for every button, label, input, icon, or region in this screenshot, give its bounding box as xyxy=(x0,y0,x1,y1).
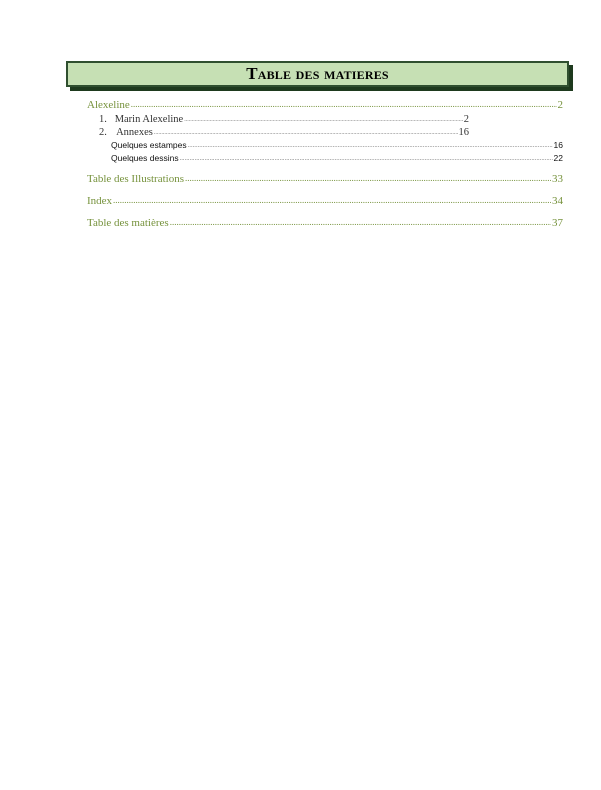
toc-title-box xyxy=(66,61,569,87)
toc-entry-quelques-estampes[interactable] xyxy=(87,139,563,152)
toc-entry-page: 2 xyxy=(463,114,469,125)
toc-entry-alexeline[interactable] xyxy=(87,98,563,113)
toc-entry-label: Table des Illustrations xyxy=(87,173,184,185)
dot-leader xyxy=(170,216,551,230)
spacer xyxy=(87,187,563,194)
spacer xyxy=(87,209,563,216)
toc-entry-page: 22 xyxy=(553,153,563,163)
toc-entry-number: 1. xyxy=(99,114,107,125)
toc-entry-label: Marin Alexeline xyxy=(114,114,184,125)
toc-entry-marin-alexeline[interactable] xyxy=(87,113,469,126)
toc-entry-label: Table des matières xyxy=(87,217,169,229)
toc-entry-number: 2. xyxy=(99,127,107,138)
dot-leader xyxy=(113,194,551,208)
toc-entry-table-des-matieres[interactable] xyxy=(87,216,563,231)
toc-entry-page: 16 xyxy=(458,127,469,138)
spacer xyxy=(87,165,563,172)
toc-entry-label: Annexes xyxy=(116,127,153,138)
toc-entry-page: 34 xyxy=(552,195,563,207)
dot-leader xyxy=(154,127,458,139)
toc-entry-page: 33 xyxy=(552,173,563,185)
toc-entry-annexes[interactable] xyxy=(87,126,469,139)
dot-leader xyxy=(185,172,551,186)
toc-entry-label: Index xyxy=(87,195,113,207)
toc-entry-label: Quelques dessins xyxy=(111,153,179,163)
toc-entry-page: 37 xyxy=(552,217,563,229)
toc-entry-index[interactable] xyxy=(87,194,563,209)
toc-entry-quelques-dessins[interactable] xyxy=(87,152,563,165)
dot-leader xyxy=(184,114,463,126)
toc-entry-page: 2 xyxy=(557,99,563,111)
toc-entry-label: Quelques estampes xyxy=(111,140,187,150)
dot-leader xyxy=(188,140,553,152)
toc-entry-label: Alexeline xyxy=(87,99,130,111)
toc-entry-illustrations[interactable] xyxy=(87,172,563,187)
dot-leader xyxy=(180,153,553,165)
dot-leader xyxy=(131,98,557,112)
toc-title: Table des matieres xyxy=(246,64,389,83)
toc-entry-page: 16 xyxy=(553,140,563,150)
table-of-contents xyxy=(87,98,563,231)
